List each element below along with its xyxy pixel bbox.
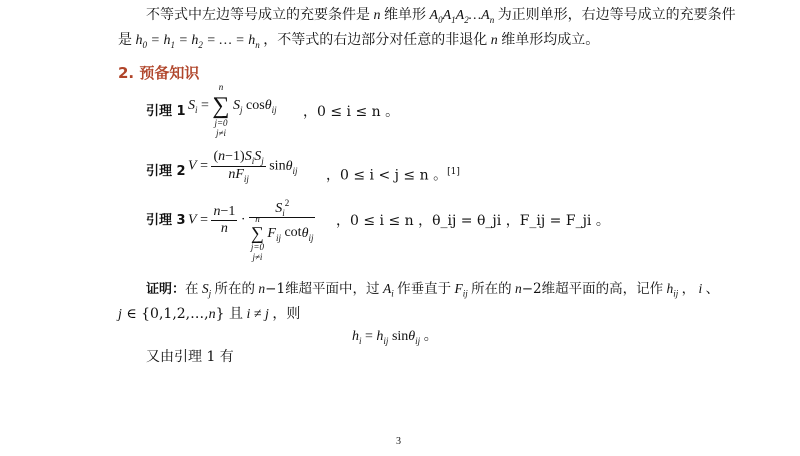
paragraph-line-1: 不等式中左边等号成立的充要条件是 n 维单形 $A_0A_1A_2\dots A_n$ 为正则单形，右边等号成立的充要条件 (146, 7, 736, 25)
lemma-1-formula: $S_i$ = ∑ n j=0 j≠i $S_j$ cosθ$_{ij}$ (188, 82, 277, 138)
lemma-2-condition: ，0 ≤ i < j ≤ n 。[1] (326, 167, 460, 184)
page-number: 3 (396, 436, 401, 447)
lemma-3-condition: ，0 ≤ i ≤ n ，θ_ij = θ_ji ，F_ij = F_ji 。 (336, 213, 610, 229)
lemma-3-formula: V = $\frac{n-1}{n}$ · $S_i^2$ ∑ n j=0 j≠i $F_{ij}$ cotθ$_{ij}$ (188, 198, 314, 263)
lemma-3-label: 引理 3 (146, 213, 186, 228)
lemma-1-condition: ，0 ≤ i ≤ n 。 (303, 104, 400, 120)
proof-line-2: j ∈ {0,1,2,…,n} 且 i ≠ j ，则 (118, 306, 301, 322)
paragraph-line-2: 是 $h_0 = h_1 = h_2$ = … = $h_n$ ，不等式的右边部分对任意的非退化 n 维单形均成立。 (118, 32, 600, 50)
height-equation: $h_i = h_{ij}$ sinθ$_{ij}$ 。 (352, 329, 438, 346)
lemma-2-formula: V = $\frac{(n-1)S_iS_j}{nF_{ij}}$ sinθ$_{ij}$ (188, 149, 298, 184)
lemma-2-label: 引理 2 (146, 164, 186, 179)
section-heading: 2. 预备知识 (118, 64, 200, 82)
lemma-1-label: 引理 1 (146, 104, 186, 119)
citation-1[interactable]: [1] (447, 167, 460, 177)
also-line: 又由引理 1 有 (146, 349, 234, 365)
proof-line-1: 证明：在 $S_j$ 所在的 n−1维超平面中，过 $A_i$ 作垂直于 $F_{ij}$ 所在的 n−2维超平面的高，记作 $h_{ij}$ ， i 、 (146, 281, 720, 299)
